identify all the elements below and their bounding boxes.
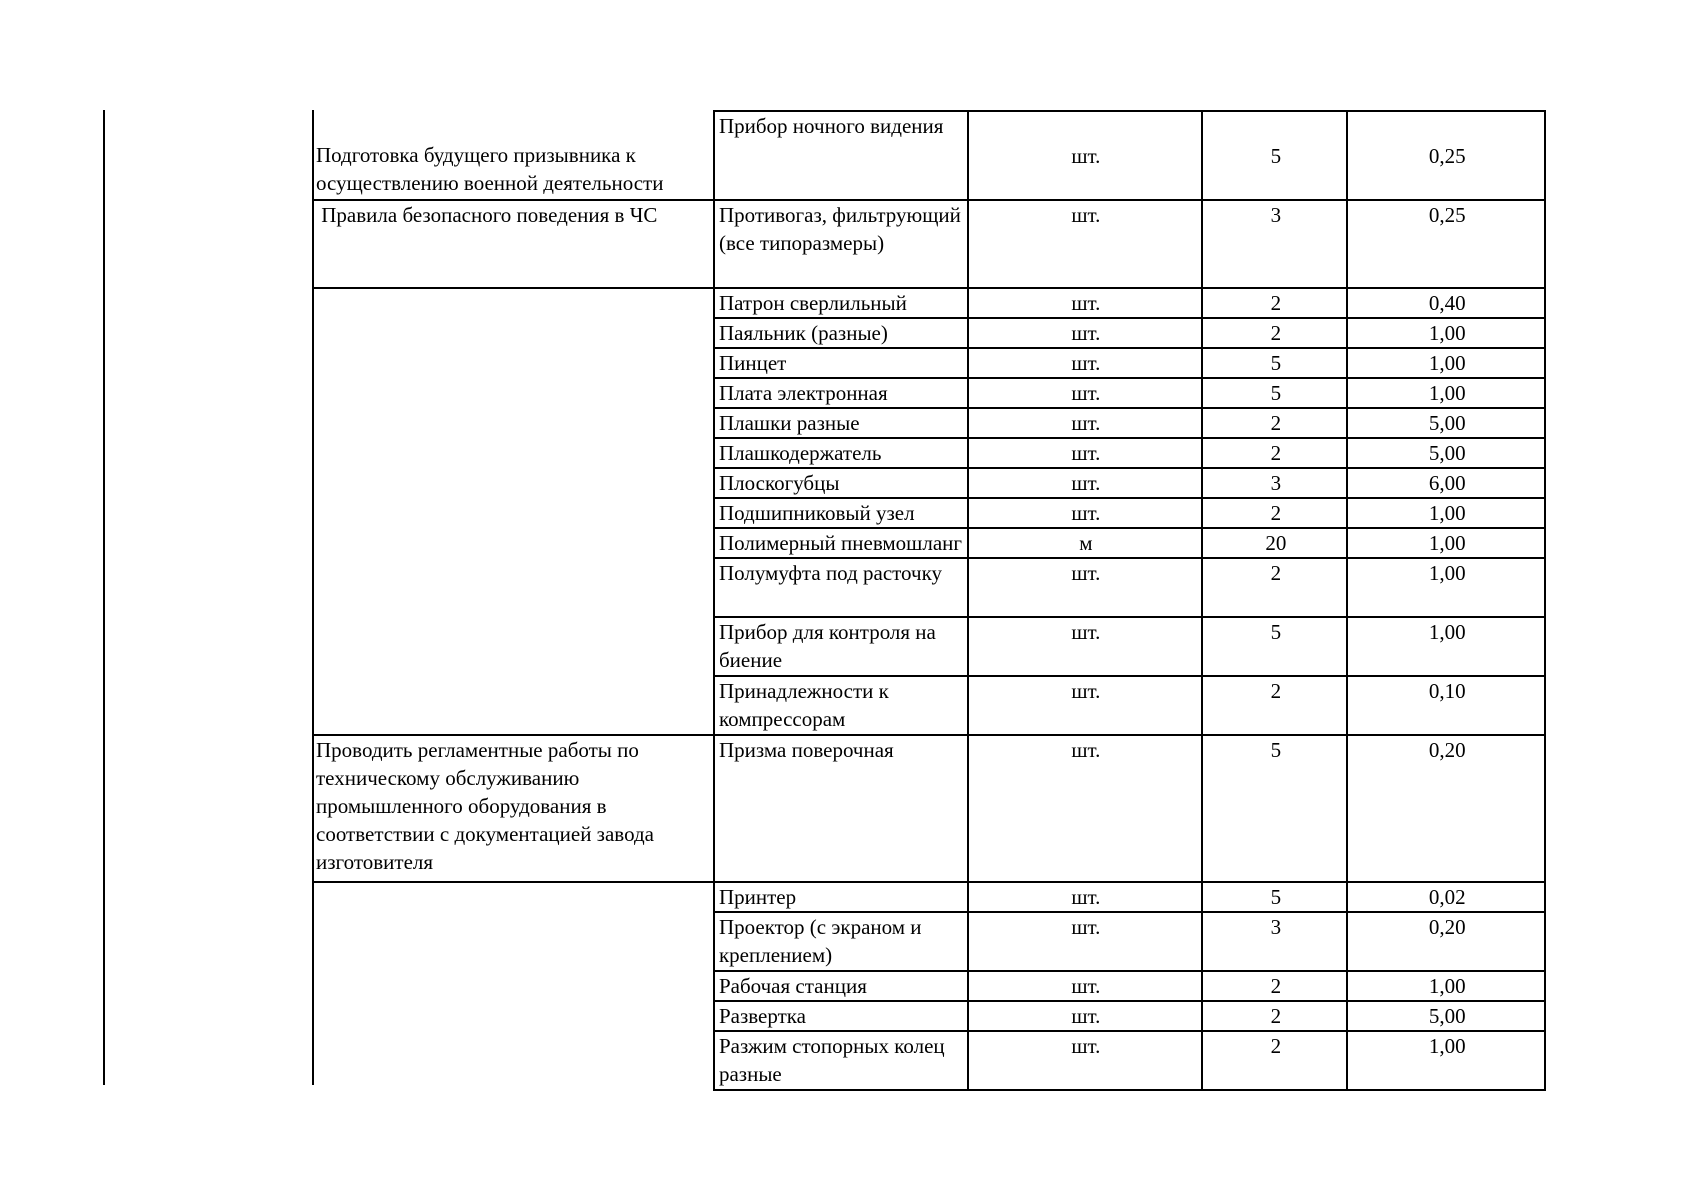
norm-cell: 0,20 <box>1347 912 1545 971</box>
quantity-cell: 3 <box>1202 200 1347 288</box>
equipment-name-cell: Разжим стопорных колец разные <box>714 1031 968 1090</box>
quantity-cell: 2 <box>1202 1001 1347 1031</box>
unit-cell: шт. <box>968 735 1203 882</box>
equipment-table <box>312 110 1546 1091</box>
equipment-name-cell: Прибор ночного видения <box>714 111 968 200</box>
norm-cell: 1,00 <box>1347 348 1545 378</box>
table-row <box>312 111 1545 200</box>
quantity-cell: 5 <box>1202 348 1347 378</box>
norm-cell: 0,02 <box>1347 882 1545 912</box>
quantity-cell: 2 <box>1202 408 1347 438</box>
topic-cell: Проводить регламентные работы по техническому обслуживанию промышленного оборудования в соответствии с документацией завода изготовителя <box>312 735 714 882</box>
norm-cell: 0,25 <box>1347 111 1545 200</box>
equipment-name-cell: Полимерный пневмошланг <box>714 528 968 558</box>
unit-cell: шт. <box>968 408 1203 438</box>
norm-cell: 1,00 <box>1347 378 1545 408</box>
norm-cell: 1,00 <box>1347 1031 1545 1090</box>
quantity-cell: 5 <box>1202 617 1347 676</box>
quantity-cell: 2 <box>1202 318 1347 348</box>
unit-cell: шт. <box>968 882 1203 912</box>
unit-cell: шт. <box>968 438 1203 468</box>
norm-cell: 0,20 <box>1347 735 1545 882</box>
unit-cell: шт. <box>968 378 1203 408</box>
quantity-cell: 2 <box>1202 288 1347 318</box>
norm-cell: 1,00 <box>1347 498 1545 528</box>
quantity-cell: 2 <box>1202 971 1347 1001</box>
quantity-cell: 5 <box>1202 378 1347 408</box>
quantity-cell: 2 <box>1202 498 1347 528</box>
quantity-cell: 2 <box>1202 1031 1347 1090</box>
unit-cell: шт. <box>968 200 1203 288</box>
unit-cell: шт. <box>968 558 1203 617</box>
equipment-name-cell: Развертка <box>714 1001 968 1031</box>
quantity-cell: 5 <box>1202 882 1347 912</box>
quantity-cell: 3 <box>1202 468 1347 498</box>
topic-cell: Правила безопасного поведения в ЧС <box>312 200 714 288</box>
equipment-name-cell: Принадлежности к компрессорам <box>714 676 968 735</box>
unit-cell: шт. <box>968 348 1203 378</box>
equipment-name-cell: Плата электронная <box>714 378 968 408</box>
topic-cell: Подготовка будущего призывника к осуществлению военной деятельности <box>312 111 714 200</box>
unit-cell: шт. <box>968 676 1203 735</box>
unit-cell: шт. <box>968 971 1203 1001</box>
norm-cell: 6,00 <box>1347 468 1545 498</box>
norm-cell: 0,25 <box>1347 200 1545 288</box>
quantity-cell: 2 <box>1202 438 1347 468</box>
norm-cell: 5,00 <box>1347 438 1545 468</box>
table-row <box>312 200 1545 288</box>
unit-cell: шт. <box>968 318 1203 348</box>
unit-cell: шт. <box>968 617 1203 676</box>
equipment-name-cell: Патрон сверлильный <box>714 288 968 318</box>
equipment-name-cell: Паяльник (разные) <box>714 318 968 348</box>
norm-cell: 0,10 <box>1347 676 1545 735</box>
table-row <box>312 288 1545 318</box>
equipment-name-cell: Призма поверочная <box>714 735 968 882</box>
equipment-name-cell: Полумуфта под расточку <box>714 558 968 617</box>
unit-cell: шт. <box>968 288 1203 318</box>
unit-cell: шт. <box>968 912 1203 971</box>
unit-cell: шт. <box>968 468 1203 498</box>
norm-cell: 1,00 <box>1347 558 1545 617</box>
equipment-name-cell: Подшипниковый узел <box>714 498 968 528</box>
equipment-name-cell: Пинцет <box>714 348 968 378</box>
norm-cell: 1,00 <box>1347 528 1545 558</box>
norm-cell: 1,00 <box>1347 617 1545 676</box>
table-row <box>312 882 1545 912</box>
quantity-cell: 3 <box>1202 912 1347 971</box>
table-row <box>312 735 1545 882</box>
equipment-name-cell: Прибор для контроля на биение <box>714 617 968 676</box>
equipment-name-cell: Проектор (с экраном и креплением) <box>714 912 968 971</box>
norm-cell: 0,40 <box>1347 288 1545 318</box>
norm-cell: 5,00 <box>1347 408 1545 438</box>
unit-cell: м <box>968 528 1203 558</box>
unit-cell: шт. <box>968 498 1203 528</box>
unit-cell: шт. <box>968 1031 1203 1090</box>
topic-cell-empty <box>312 288 714 735</box>
quantity-cell: 2 <box>1202 676 1347 735</box>
quantity-cell: 5 <box>1202 735 1347 882</box>
equipment-name-cell: Рабочая станция <box>714 971 968 1001</box>
left-column-border <box>103 110 105 1085</box>
equipment-name-cell: Плашки разные <box>714 408 968 438</box>
equipment-name-cell: Принтер <box>714 882 968 912</box>
unit-cell: шт. <box>968 111 1203 200</box>
unit-cell: шт. <box>968 1001 1203 1031</box>
norm-cell: 5,00 <box>1347 1001 1545 1031</box>
equipment-name-cell: Плашкодержатель <box>714 438 968 468</box>
topic-cell-empty <box>312 882 714 1090</box>
norm-cell: 1,00 <box>1347 318 1545 348</box>
quantity-cell: 5 <box>1202 111 1347 200</box>
equipment-name-cell: Противогаз, фильтрующий (все типоразмеры) <box>714 200 968 288</box>
quantity-cell: 2 <box>1202 558 1347 617</box>
norm-cell: 1,00 <box>1347 971 1545 1001</box>
quantity-cell: 20 <box>1202 528 1347 558</box>
equipment-name-cell: Плоскогубцы <box>714 468 968 498</box>
